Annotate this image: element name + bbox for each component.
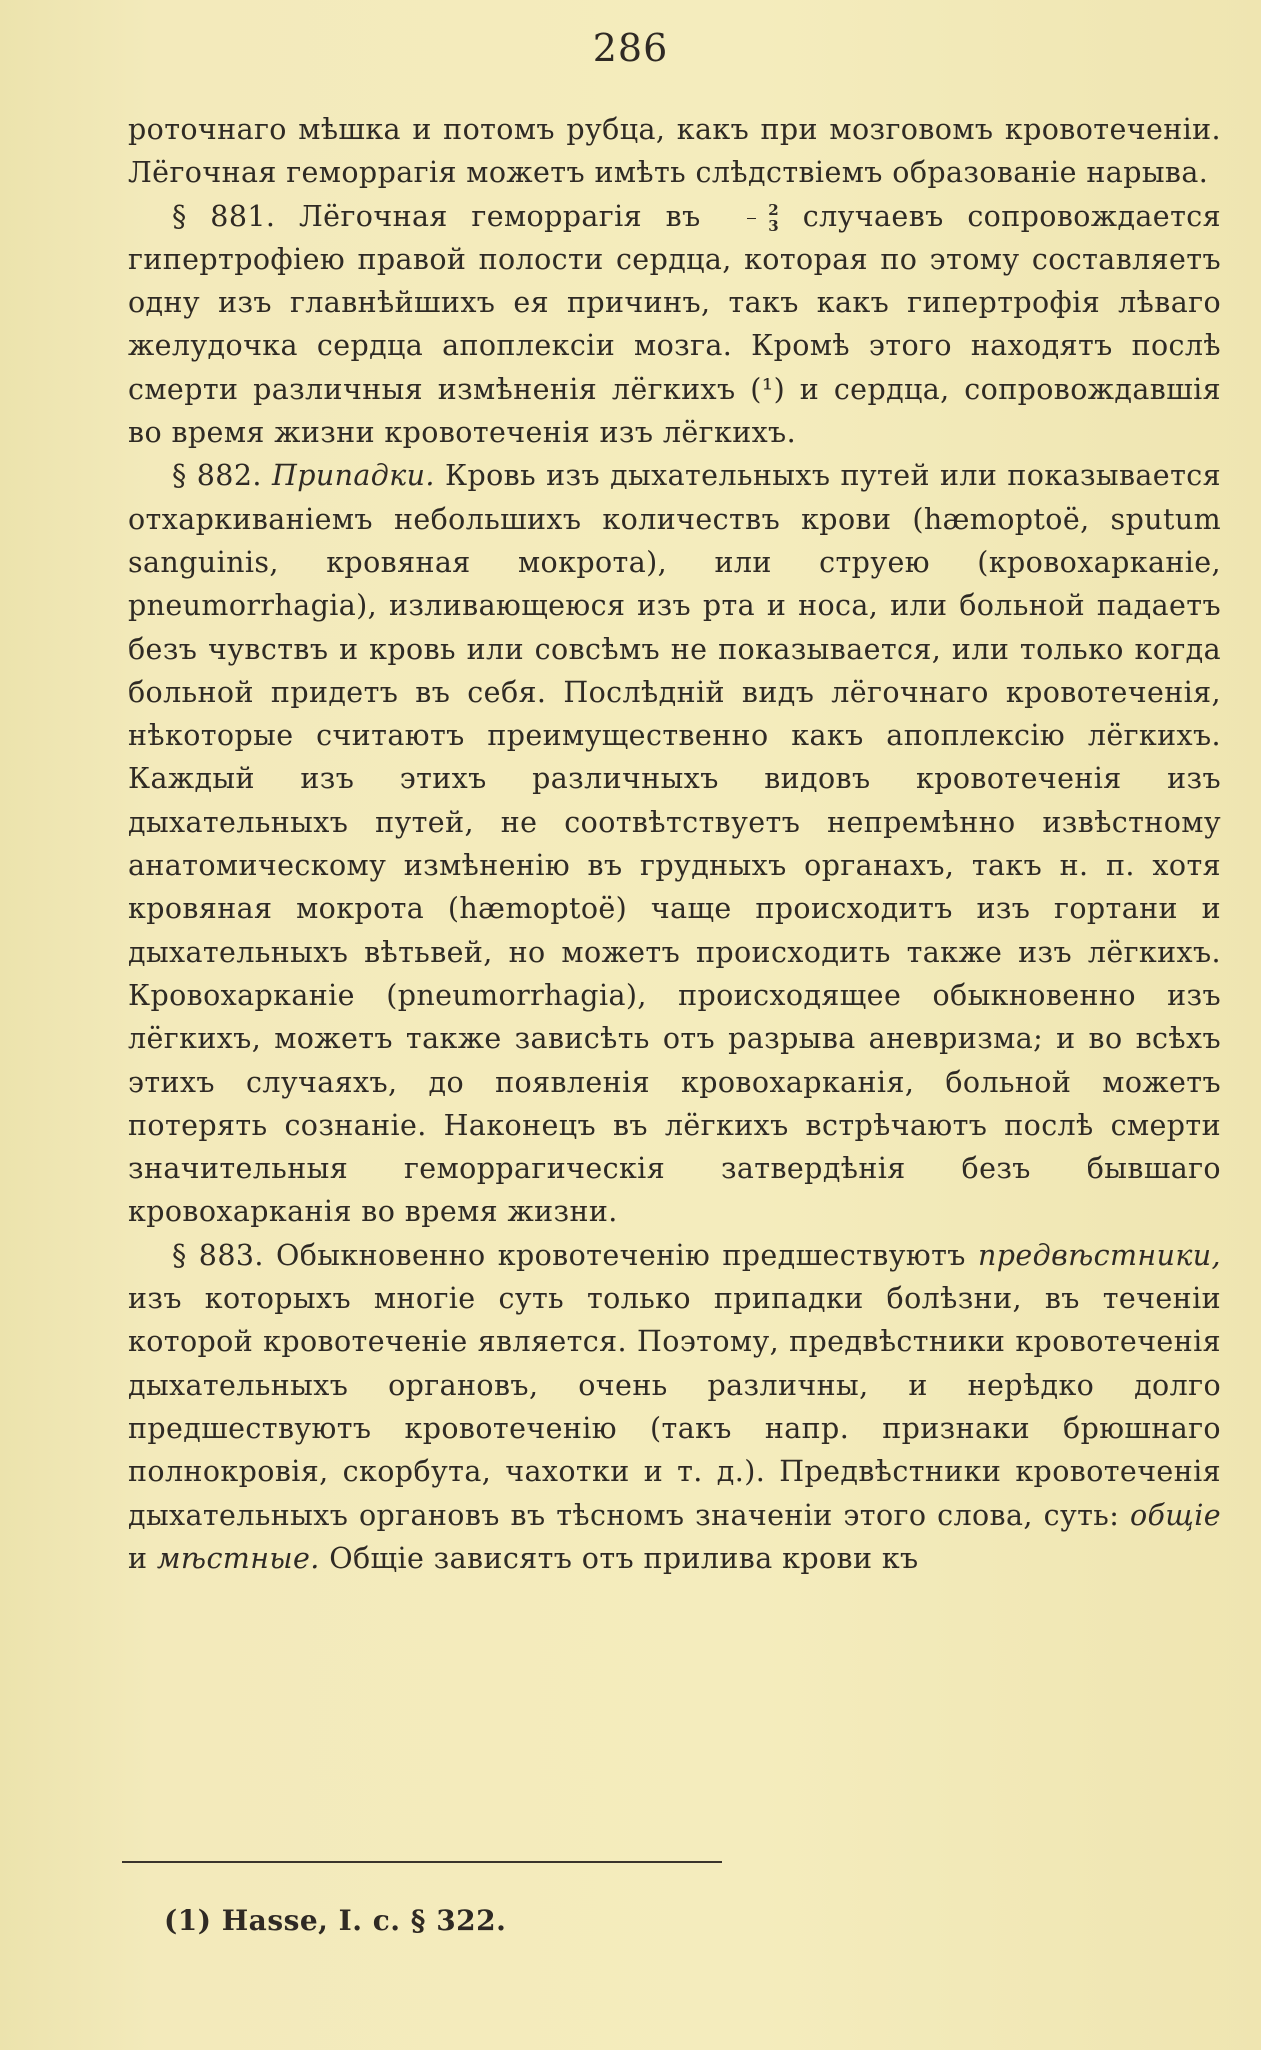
term-mestnye: мѣстные. xyxy=(156,1541,320,1575)
paragraph-881-tail: и сердца, сопровождавшія во время жизни кровотеченія изъ лёгкихъ. xyxy=(128,372,1222,450)
heading-pripadki: Припадки. xyxy=(271,459,435,493)
body-text xyxy=(128,108,1221,1580)
paragraph-881 xyxy=(128,195,1221,455)
two-thirds-fraction xyxy=(724,200,780,235)
paragraph-881-lead: Лёгочная геморрагія въ xyxy=(299,199,701,233)
footnote-divider xyxy=(122,1861,722,1863)
paragraph-883-and: и xyxy=(128,1541,148,1575)
paragraph-883 xyxy=(128,1234,1221,1580)
paragraph-continuation: роточнаго мѣшка и потомъ рубца, какъ при мозговомъ кровотеченіи. Лёгочная геморрагія можетъ имѣть слѣдствіемъ образованіе нарыва. xyxy=(128,113,1221,190)
paragraph-881-body: случаевъ сопровождается гипертрофіею правой полости сердца, которая по этому составляетъ одну изъ главнѣйшихъ ея причинъ, такъ какъ гипертрофія лѣваго желудочка сердца апоплексіи мозга. Кромѣ этого находятъ послѣ смерти различныя измѣненія лёгкихъ xyxy=(128,199,1221,406)
paragraph-882 xyxy=(128,454,1221,1233)
term-obshchie: общіе xyxy=(1129,1498,1221,1532)
section-mark-883: § 883. xyxy=(172,1238,264,1272)
paragraph-883-tail: Общіе зависятъ отъ прилива крови къ xyxy=(329,1541,919,1575)
term-predvestniki: предвѣстники, xyxy=(977,1238,1221,1272)
page-number: 286 xyxy=(592,26,669,70)
footnote: (1) Hasse, I. c. § 322. xyxy=(164,1904,507,1937)
paragraph-883-body: изъ которыхъ многіе суть только припадки болѣзни, въ теченіи которой кровотеченіе является. Поэтому, предвѣстники кровотеченія дыхательныхъ органовъ, очень различны, и нерѣдко долго предшествуютъ кровотеченію (такъ напр. признаки брюшнаго полнокровія, скорбута, чахотки и т. д.). Предвѣстники кровотеченія дыхательныхъ органовъ въ тѣсномъ значеніи этого слова, суть: xyxy=(128,1282,1221,1532)
section-mark-881: § 881. xyxy=(172,199,276,233)
paragraph-883-lead: Обыкновенно кровотеченію предшествуютъ xyxy=(275,1238,966,1272)
fraction-denominator: 3 xyxy=(768,216,780,235)
footnote-reference: (¹) xyxy=(750,372,786,406)
section-mark-882: § 882. xyxy=(172,459,262,493)
paragraph-882-body: Кровь изъ дыхательныхъ путей или показывается отхаркиваніемъ небольшихъ количествъ крови (hæmoptoë, sputum sanguinis, кровяная мокрота), или струею (кровохарканіе, pneumorrhagia), изливающеюся изъ рта и носа, или больной падаетъ безъ чувствъ и кровь или совсѣмъ не показывается, или только когда больной придетъ въ себя. Послѣдній видъ лёгочнаго кровотеченія, нѣкоторые считаютъ преимущественно какъ апоплексію лёгкихъ. Каждый изъ этихъ различныхъ видовъ кровотеченія изъ дыхательныхъ путей, не соотвѣтствуетъ непремѣнно извѣстному анатомическому измѣненію въ грудныхъ органахъ, такъ н. п. хотя кровяная мокрота (hæmoptoë) чаще происходитъ изъ гортани и дыхательныхъ вѣтьвей, но можетъ происходить также изъ лёгкихъ. Кровохарканіе (pneumorrhagia), происходящее обыкновенно изъ лёгкихъ, можетъ также зависѣть отъ разрыва аневризма; и во всѣхъ этихъ случаяхъ, до появленія кровохарканія, больной можетъ потерять сознаніе. Наконецъ въ лёгкихъ встрѣчаютъ послѣ смерти значительныя геморрагическія затвердѣнія безъ бывшаго кровохарканія во время жизни. xyxy=(128,459,1221,1229)
fraction-numerator: 2 xyxy=(768,200,780,219)
